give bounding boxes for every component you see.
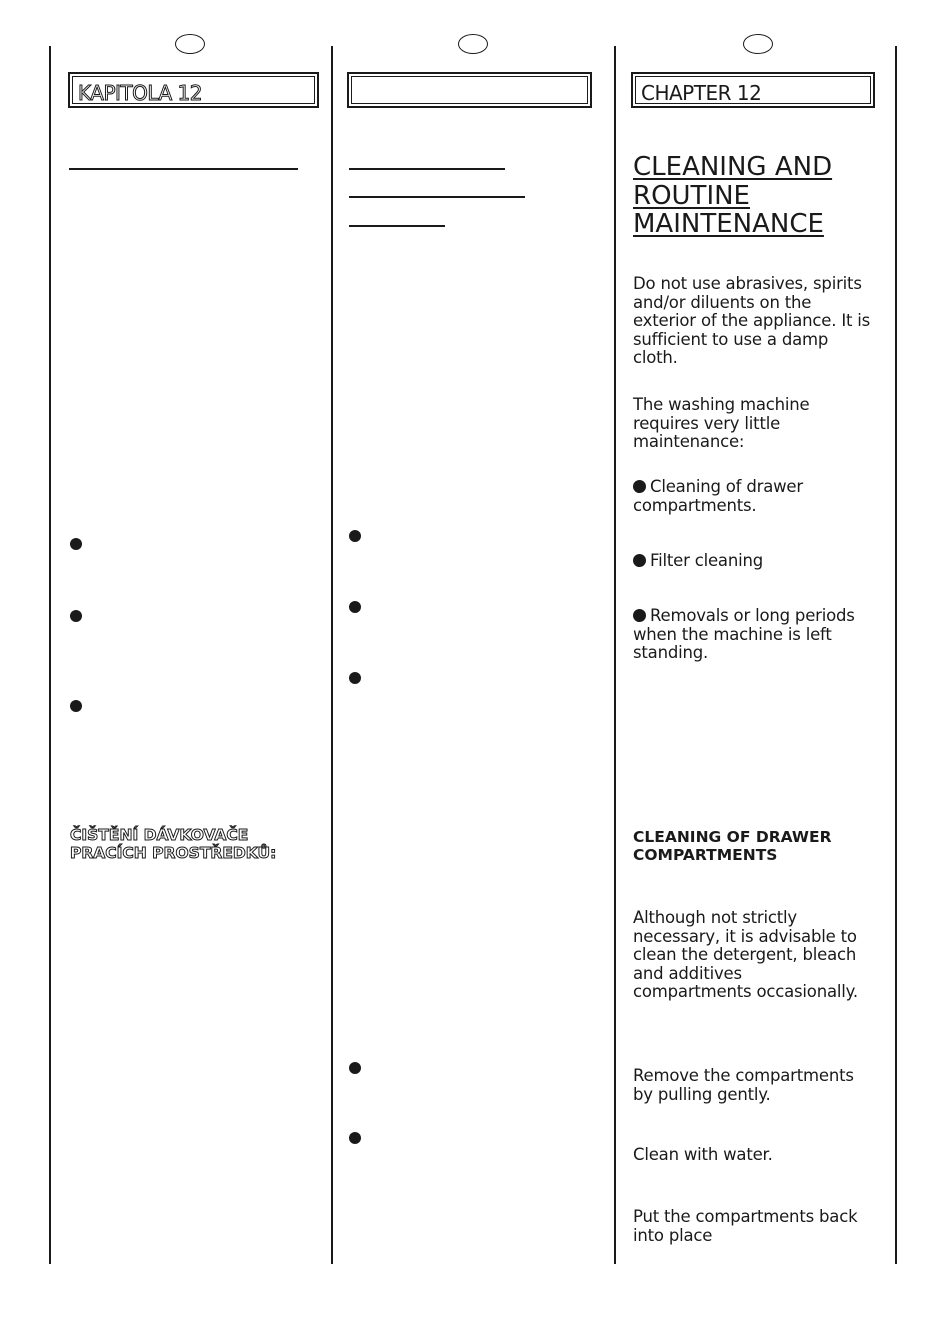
column-divider-middle-left	[331, 46, 333, 1264]
left-section-heading: ČIŠTĚNÍ DÁVKOVAČE PRACÍCH PROSTŘEDKŮ:	[70, 826, 277, 862]
middle-title-underline-1	[349, 168, 505, 170]
right-paragraph-advisable: Although not strictly necessary, it is advisable to clean the detergent, bleach and additives compartments occasionally.	[633, 908, 858, 1001]
middle-bullet-1	[349, 530, 361, 542]
left-bullet-1	[70, 538, 82, 550]
bullet-dot-icon	[633, 480, 646, 493]
right-chapter-box	[631, 72, 875, 108]
right-paragraph-maintenance: The washing machine requires very little maintenance:	[633, 395, 810, 451]
left-bullet-3	[70, 700, 82, 712]
left-chapter-heading: KAPITOLA 12	[78, 81, 202, 105]
bullet-dot-icon	[633, 609, 646, 622]
middle-chapter-box	[347, 72, 592, 108]
language-marker-left	[175, 34, 205, 54]
column-divider-right	[895, 46, 897, 1264]
right-page-title: CLEANING AND ROUTINE MAINTENANCE	[633, 152, 833, 239]
left-chapter-box	[68, 72, 319, 108]
right-paragraph-remove: Remove the compartments by pulling gently.	[633, 1066, 854, 1104]
language-marker-middle	[458, 34, 488, 54]
language-marker-right	[743, 34, 773, 54]
right-section-heading: CLEANING OF DRAWER COMPARTMENTS	[633, 828, 832, 864]
right-bullet-drawer: Cleaning of drawer compartments.	[633, 477, 803, 515]
right-bullet-removals: Removals or long periods when the machine is left standing.	[633, 606, 855, 662]
right-paragraph-put-back: Put the compartments back into place	[633, 1207, 858, 1245]
left-title-underline	[69, 168, 298, 170]
right-paragraph-cleaning-exterior: Do not use abrasives, spirits and/or diluents on the exterior of the appliance. It is sufficient to use a damp cloth.	[633, 274, 871, 367]
right-chapter-heading: CHAPTER 12	[641, 81, 762, 105]
right-bullet-filter: Filter cleaning	[633, 552, 763, 571]
middle-bullet-3	[349, 672, 361, 684]
bullet-dot-icon	[633, 554, 646, 567]
column-divider-middle-right	[614, 46, 616, 1264]
middle-bullet-5	[349, 1132, 361, 1144]
middle-bullet-4	[349, 1062, 361, 1074]
column-divider-left	[49, 46, 51, 1264]
middle-bullet-2	[349, 601, 361, 613]
right-paragraph-clean-water: Clean with water.	[633, 1145, 773, 1164]
middle-title-underline-2	[349, 196, 525, 198]
middle-title-underline-3	[349, 225, 445, 227]
left-bullet-2	[70, 610, 82, 622]
